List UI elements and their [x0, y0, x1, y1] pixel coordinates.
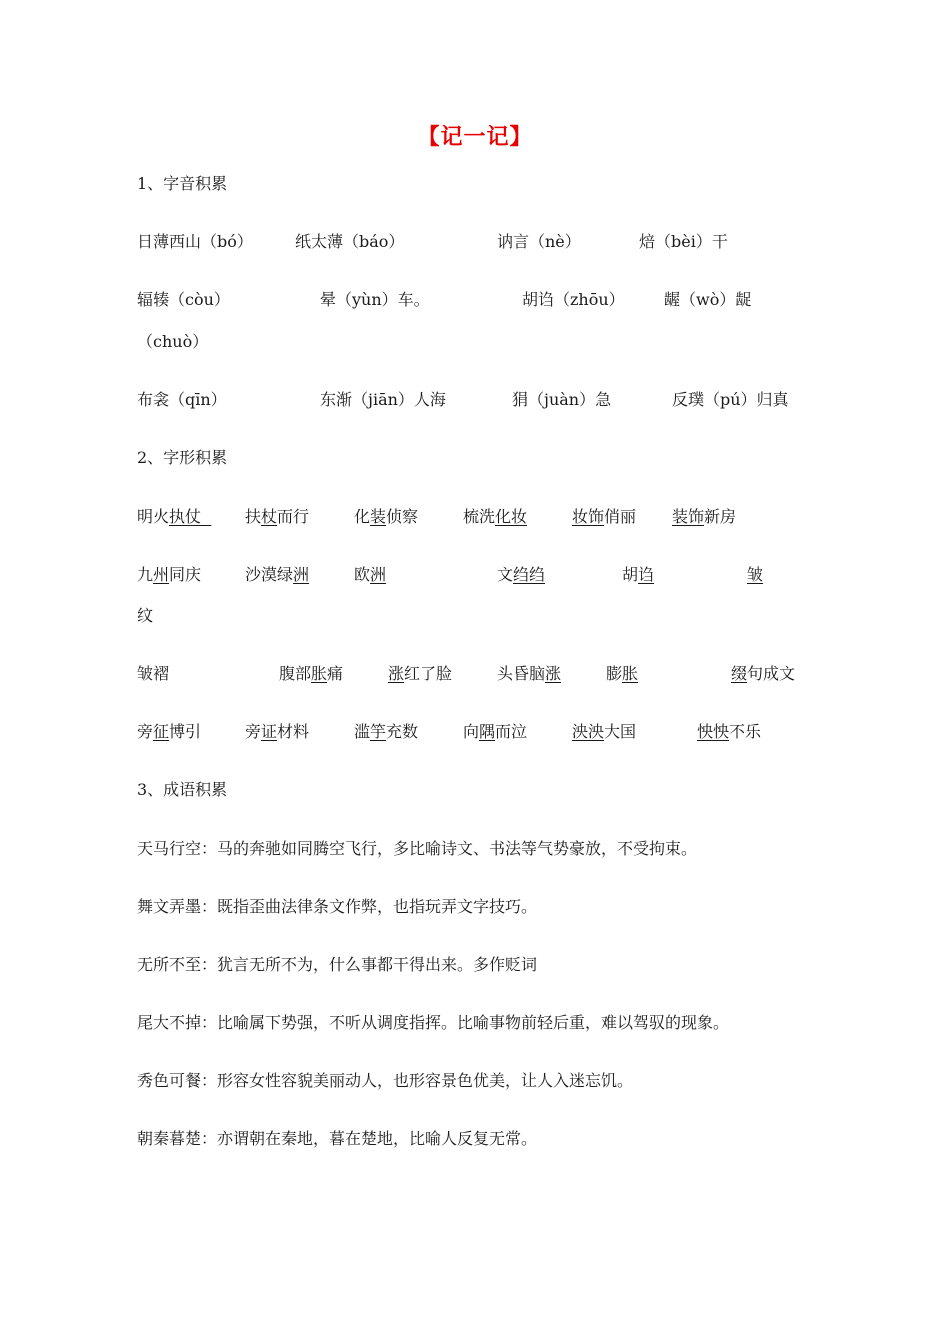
word-entry: 皱 [747, 565, 764, 584]
word-entry: 九州同庆 [137, 565, 202, 584]
pronunciation-entry: （chuò） [137, 332, 209, 351]
word-entry: 扶杖而行 [245, 507, 310, 526]
section-heading-idioms: 3、成语积累 [137, 780, 228, 799]
pronunciation-entry: 布衾（qīn） [137, 390, 227, 409]
word-entry: 向隅而泣 [463, 722, 528, 741]
word-entry: 旁征博引 [137, 722, 202, 741]
word-entry: 胡诌 [622, 565, 655, 584]
word-entry: 妆饰俏丽 [572, 507, 637, 526]
pronunciation-entry: 辐辏（còu） [137, 290, 230, 309]
pronunciation-entry: 反璞（pú）归真 [672, 390, 789, 409]
word-entry: 膨胀 [606, 664, 639, 683]
word-entry: 怏怏不乐 [697, 722, 762, 741]
pronunciation-entry: 狷（juàn）急 [512, 390, 612, 409]
idiom-entry: 朝秦暮楚：亦谓朝在秦地，暮在楚地，比喻人反复无常。 [137, 1129, 538, 1148]
word-entry: 沙漠绿洲 [245, 565, 310, 584]
pronunciation-entry: 龌（wò）龊 [664, 290, 752, 309]
pronunciation-entry: 焙（bèi）干 [639, 232, 728, 251]
word-entry: 梳洗化妆 [463, 507, 528, 526]
idiom-entry: 秀色可餐：形容女性容貌美丽动人，也形容景色优美，让人入迷忘饥。 [137, 1071, 634, 1090]
word-entry: 滥竽充数 [354, 722, 419, 741]
page-title: 【记一记】 [417, 124, 533, 150]
pronunciation-entry: 晕（yùn）车。 [320, 290, 430, 309]
word-entry: 旁证材料 [245, 722, 310, 741]
word-entry: 文绉绉 [497, 565, 546, 584]
word-entry: 缀句成文 [731, 664, 796, 683]
word-entry: 欧洲 [354, 565, 387, 584]
section-heading-characters: 2、字形积累 [137, 448, 228, 467]
word-entry: 纹 [137, 606, 154, 625]
pronunciation-entry: 胡诌（zhōu） [522, 290, 625, 309]
word-entry: 头昏脑涨 [497, 664, 562, 683]
pronunciation-entry: 纸太薄（báo） [295, 232, 405, 251]
pronunciation-entry: 讷言（nè） [497, 232, 581, 251]
pronunciation-entry: 日薄西山（bó） [137, 232, 253, 251]
word-entry: 腹部胀痛 [279, 664, 344, 683]
word-entry: 皱褶 [137, 664, 170, 683]
idiom-entry: 尾大不掉：比喻属下势强，不听从调度指挥。比喻事物前轻后重，难以驾驭的现象。 [137, 1013, 730, 1032]
pronunciation-entry: 东渐（jiān）人海 [320, 390, 446, 409]
word-entry: 涨红了脸 [388, 664, 453, 683]
word-entry: 泱泱大国 [572, 722, 637, 741]
idiom-entry: 天马行空：马的奔驰如同腾空飞行，多比喻诗文、书法等气势豪放，不受拘束。 [137, 839, 698, 858]
section-heading-pronunciation: 1、字音积累 [137, 174, 228, 193]
idiom-entry: 无所不至：犹言无所不为，什么事都干得出来。多作贬词 [137, 955, 538, 974]
word-entry: 化装侦察 [354, 507, 419, 526]
word-entry: 装饰新房 [672, 507, 737, 526]
idiom-entry: 舞文弄墨：既指歪曲法律条文作弊，也指玩弄文字技巧。 [137, 897, 538, 916]
word-entry: 明火执仗 [137, 507, 212, 526]
